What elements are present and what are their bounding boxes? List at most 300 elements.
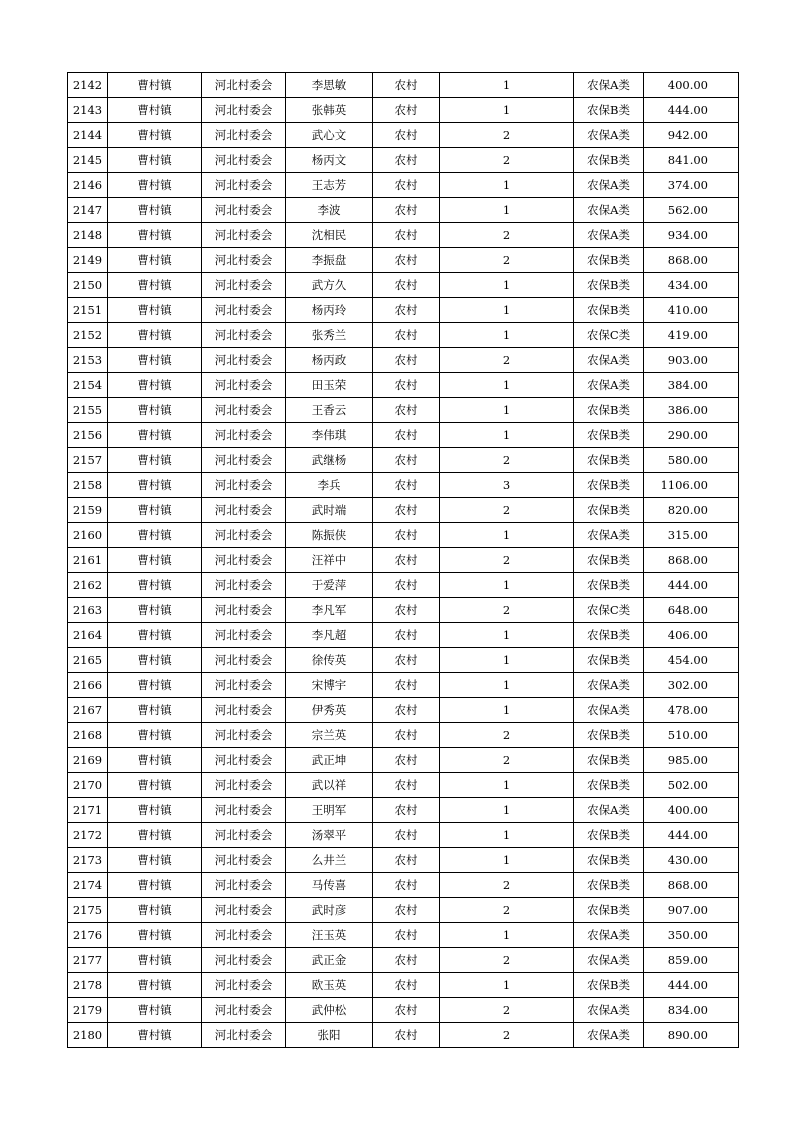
area-type-cell: 农村 [373,248,440,273]
amount-cell: 903.00 [644,348,739,373]
village-cell: 河北村委会 [202,873,286,898]
amount-cell: 419.00 [644,323,739,348]
household-count-cell: 2 [440,748,574,773]
name-cell: 欧玉英 [286,973,373,998]
table-row [68,923,739,948]
category-cell: 农保B类 [574,273,644,298]
town-cell: 曹村镇 [108,748,202,773]
table-row [68,198,739,223]
area-type-cell: 农村 [373,1023,440,1048]
area-type-cell: 农村 [373,198,440,223]
name-cell: 田玉荣 [286,373,373,398]
village-cell: 河北村委会 [202,398,286,423]
area-type-cell: 农村 [373,798,440,823]
name-cell: 伊秀英 [286,698,373,723]
village-cell: 河北村委会 [202,73,286,98]
area-type-cell: 农村 [373,848,440,873]
town-cell: 曹村镇 [108,948,202,973]
name-cell: 王志芳 [286,173,373,198]
table-row [68,973,739,998]
name-cell: 张秀兰 [286,323,373,348]
village-cell: 河北村委会 [202,573,286,598]
town-cell: 曹村镇 [108,498,202,523]
village-cell: 河北村委会 [202,748,286,773]
household-count-cell: 1 [440,373,574,398]
table-row [68,423,739,448]
row-number-cell: 2160 [68,523,108,548]
town-cell: 曹村镇 [108,573,202,598]
area-type-cell: 农村 [373,598,440,623]
household-count-cell: 1 [440,823,574,848]
town-cell: 曹村镇 [108,998,202,1023]
name-cell: 么井兰 [286,848,373,873]
amount-cell: 406.00 [644,623,739,648]
village-cell: 河北村委会 [202,498,286,523]
amount-cell: 820.00 [644,498,739,523]
village-cell: 河北村委会 [202,198,286,223]
household-count-cell: 1 [440,273,574,298]
household-count-cell: 3 [440,473,574,498]
area-type-cell: 农村 [373,648,440,673]
name-cell: 汤翠平 [286,823,373,848]
category-cell: 农保B类 [574,548,644,573]
row-number-cell: 2162 [68,573,108,598]
table-row [68,148,739,173]
area-type-cell: 农村 [373,98,440,123]
town-cell: 曹村镇 [108,248,202,273]
row-number-cell: 2145 [68,148,108,173]
row-number-cell: 2148 [68,223,108,248]
village-cell: 河北村委会 [202,248,286,273]
category-cell: 农保A类 [574,948,644,973]
household-count-cell: 1 [440,173,574,198]
village-cell: 河北村委会 [202,773,286,798]
name-cell: 宋博宇 [286,673,373,698]
village-cell: 河北村委会 [202,223,286,248]
town-cell: 曹村镇 [108,723,202,748]
amount-cell: 350.00 [644,923,739,948]
village-cell: 河北村委会 [202,523,286,548]
name-cell: 武方久 [286,273,373,298]
category-cell: 农保A类 [574,223,644,248]
village-cell: 河北村委会 [202,623,286,648]
area-type-cell: 农村 [373,748,440,773]
category-cell: 农保B类 [574,823,644,848]
area-type-cell: 农村 [373,423,440,448]
village-cell: 河北村委会 [202,998,286,1023]
row-number-cell: 2152 [68,323,108,348]
village-cell: 河北村委会 [202,448,286,473]
name-cell: 武时彦 [286,898,373,923]
amount-cell: 386.00 [644,398,739,423]
category-cell: 农保B类 [574,448,644,473]
category-cell: 农保B类 [574,848,644,873]
town-cell: 曹村镇 [108,273,202,298]
household-count-cell: 1 [440,398,574,423]
area-type-cell: 农村 [373,698,440,723]
village-cell: 河北村委会 [202,948,286,973]
row-number-cell: 2164 [68,623,108,648]
table-row [68,873,739,898]
town-cell: 曹村镇 [108,823,202,848]
row-number-cell: 2143 [68,98,108,123]
village-cell: 河北村委会 [202,923,286,948]
area-type-cell: 农村 [373,948,440,973]
table-row [68,548,739,573]
town-cell: 曹村镇 [108,123,202,148]
table-row [68,773,739,798]
category-cell: 农保A类 [574,998,644,1023]
amount-cell: 290.00 [644,423,739,448]
town-cell: 曹村镇 [108,1023,202,1048]
category-cell: 农保A类 [574,1023,644,1048]
name-cell: 王香云 [286,398,373,423]
category-cell: 农保B类 [574,648,644,673]
amount-cell: 868.00 [644,873,739,898]
row-number-cell: 2153 [68,348,108,373]
table-row [68,223,739,248]
area-type-cell: 农村 [373,273,440,298]
table-row [68,748,739,773]
name-cell: 王明军 [286,798,373,823]
town-cell: 曹村镇 [108,98,202,123]
category-cell: 农保A类 [574,673,644,698]
category-cell: 农保B类 [574,873,644,898]
household-count-cell: 2 [440,148,574,173]
category-cell: 农保A类 [574,198,644,223]
row-number-cell: 2167 [68,698,108,723]
village-cell: 河北村委会 [202,323,286,348]
row-number-cell: 2155 [68,398,108,423]
town-cell: 曹村镇 [108,973,202,998]
town-cell: 曹村镇 [108,848,202,873]
village-cell: 河北村委会 [202,723,286,748]
amount-cell: 444.00 [644,973,739,998]
village-cell: 河北村委会 [202,898,286,923]
household-count-cell: 2 [440,548,574,573]
table-row [68,123,739,148]
category-cell: 农保B类 [574,423,644,448]
category-cell: 农保B类 [574,298,644,323]
category-cell: 农保A类 [574,348,644,373]
household-count-cell: 1 [440,323,574,348]
amount-cell: 934.00 [644,223,739,248]
village-cell: 河北村委会 [202,698,286,723]
table-row [68,573,739,598]
row-number-cell: 2177 [68,948,108,973]
table-row [68,498,739,523]
name-cell: 武正坤 [286,748,373,773]
table-row [68,323,739,348]
category-cell: 农保A类 [574,698,644,723]
table-row [68,598,739,623]
town-cell: 曹村镇 [108,548,202,573]
amount-cell: 478.00 [644,698,739,723]
household-count-cell: 1 [440,848,574,873]
household-count-cell: 1 [440,423,574,448]
name-cell: 武正金 [286,948,373,973]
area-type-cell: 农村 [373,448,440,473]
town-cell: 曹村镇 [108,398,202,423]
household-count-cell: 2 [440,448,574,473]
amount-cell: 315.00 [644,523,739,548]
amount-cell: 502.00 [644,773,739,798]
household-count-cell: 1 [440,973,574,998]
amount-cell: 434.00 [644,273,739,298]
area-type-cell: 农村 [373,548,440,573]
name-cell: 张阳 [286,1023,373,1048]
table-row [68,823,739,848]
table-row [68,348,739,373]
amount-cell: 648.00 [644,598,739,623]
category-cell: 农保B类 [574,898,644,923]
area-type-cell: 农村 [373,898,440,923]
table-row [68,623,739,648]
row-number-cell: 2154 [68,373,108,398]
table-row [68,848,739,873]
town-cell: 曹村镇 [108,173,202,198]
town-cell: 曹村镇 [108,323,202,348]
category-cell: 农保A类 [574,173,644,198]
amount-cell: 444.00 [644,573,739,598]
household-count-cell: 2 [440,873,574,898]
town-cell: 曹村镇 [108,473,202,498]
category-cell: 农保B类 [574,248,644,273]
name-cell: 武继杨 [286,448,373,473]
household-count-cell: 2 [440,898,574,923]
town-cell: 曹村镇 [108,148,202,173]
town-cell: 曹村镇 [108,223,202,248]
household-count-cell: 1 [440,698,574,723]
area-type-cell: 农村 [373,923,440,948]
row-number-cell: 2180 [68,1023,108,1048]
town-cell: 曹村镇 [108,198,202,223]
table-row [68,523,739,548]
row-number-cell: 2175 [68,898,108,923]
category-cell: 农保B类 [574,573,644,598]
town-cell: 曹村镇 [108,873,202,898]
village-cell: 河北村委会 [202,798,286,823]
category-cell: 农保B类 [574,473,644,498]
table-row [68,898,739,923]
table-row [68,398,739,423]
village-cell: 河北村委会 [202,1023,286,1048]
area-type-cell: 农村 [373,998,440,1023]
name-cell: 武仲松 [286,998,373,1023]
household-count-cell: 2 [440,348,574,373]
table-body [68,73,739,1048]
amount-cell: 410.00 [644,298,739,323]
amount-cell: 868.00 [644,548,739,573]
row-number-cell: 2147 [68,198,108,223]
town-cell: 曹村镇 [108,373,202,398]
town-cell: 曹村镇 [108,448,202,473]
household-count-cell: 2 [440,123,574,148]
town-cell: 曹村镇 [108,698,202,723]
household-count-cell: 2 [440,598,574,623]
name-cell: 陈振侠 [286,523,373,548]
amount-cell: 384.00 [644,373,739,398]
row-number-cell: 2165 [68,648,108,673]
amount-cell: 454.00 [644,648,739,673]
village-cell: 河北村委会 [202,473,286,498]
row-number-cell: 2144 [68,123,108,148]
row-number-cell: 2159 [68,498,108,523]
row-number-cell: 2161 [68,548,108,573]
row-number-cell: 2157 [68,448,108,473]
amount-cell: 890.00 [644,1023,739,1048]
village-cell: 河北村委会 [202,423,286,448]
area-type-cell: 农村 [373,973,440,998]
row-number-cell: 2150 [68,273,108,298]
amount-cell: 907.00 [644,898,739,923]
table-row [68,723,739,748]
category-cell: 农保B类 [574,773,644,798]
town-cell: 曹村镇 [108,298,202,323]
name-cell: 李凡超 [286,623,373,648]
category-cell: 农保C类 [574,323,644,348]
area-type-cell: 农村 [373,873,440,898]
household-count-cell: 1 [440,923,574,948]
village-cell: 河北村委会 [202,648,286,673]
amount-cell: 430.00 [644,848,739,873]
village-cell: 河北村委会 [202,673,286,698]
village-cell: 河北村委会 [202,373,286,398]
table-row [68,673,739,698]
name-cell: 李凡军 [286,598,373,623]
amount-cell: 841.00 [644,148,739,173]
category-cell: 农保B类 [574,398,644,423]
household-count-cell: 1 [440,623,574,648]
row-number-cell: 2146 [68,173,108,198]
household-count-cell: 2 [440,723,574,748]
village-cell: 河北村委会 [202,123,286,148]
area-type-cell: 农村 [373,73,440,98]
household-count-cell: 1 [440,98,574,123]
town-cell: 曹村镇 [108,423,202,448]
amount-cell: 580.00 [644,448,739,473]
row-number-cell: 2166 [68,673,108,698]
name-cell: 汪玉英 [286,923,373,948]
household-count-cell: 1 [440,673,574,698]
area-type-cell: 农村 [373,723,440,748]
table-row [68,473,739,498]
row-number-cell: 2179 [68,998,108,1023]
household-count-cell: 2 [440,1023,574,1048]
village-cell: 河北村委会 [202,823,286,848]
row-number-cell: 2151 [68,298,108,323]
category-cell: 农保A类 [574,373,644,398]
name-cell: 杨丙文 [286,148,373,173]
name-cell: 李思敏 [286,73,373,98]
name-cell: 徐传英 [286,648,373,673]
area-type-cell: 农村 [373,123,440,148]
amount-cell: 859.00 [644,948,739,973]
table-row [68,173,739,198]
area-type-cell: 农村 [373,348,440,373]
town-cell: 曹村镇 [108,798,202,823]
household-count-cell: 1 [440,798,574,823]
amount-cell: 400.00 [644,73,739,98]
amount-cell: 510.00 [644,723,739,748]
amount-cell: 302.00 [644,673,739,698]
row-number-cell: 2174 [68,873,108,898]
area-type-cell: 农村 [373,498,440,523]
household-count-cell: 1 [440,573,574,598]
category-cell: 农保B类 [574,723,644,748]
table-row [68,948,739,973]
table-row [68,248,739,273]
table-row [68,698,739,723]
area-type-cell: 农村 [373,173,440,198]
household-count-cell: 1 [440,773,574,798]
household-count-cell: 1 [440,298,574,323]
area-type-cell: 农村 [373,773,440,798]
name-cell: 武时端 [286,498,373,523]
name-cell: 杨丙政 [286,348,373,373]
table-row [68,798,739,823]
household-count-cell: 2 [440,998,574,1023]
amount-cell: 834.00 [644,998,739,1023]
village-cell: 河北村委会 [202,173,286,198]
area-type-cell: 农村 [373,398,440,423]
village-cell: 河北村委会 [202,848,286,873]
village-cell: 河北村委会 [202,148,286,173]
row-number-cell: 2173 [68,848,108,873]
name-cell: 宗兰英 [286,723,373,748]
table-row [68,298,739,323]
area-type-cell: 农村 [373,673,440,698]
town-cell: 曹村镇 [108,648,202,673]
town-cell: 曹村镇 [108,623,202,648]
category-cell: 农保B类 [574,973,644,998]
name-cell: 杨丙玲 [286,298,373,323]
name-cell: 于爱萍 [286,573,373,598]
table-row [68,98,739,123]
amount-cell: 444.00 [644,823,739,848]
row-number-cell: 2178 [68,973,108,998]
table-row [68,273,739,298]
town-cell: 曹村镇 [108,348,202,373]
household-count-cell: 1 [440,73,574,98]
village-cell: 河北村委会 [202,598,286,623]
row-number-cell: 2142 [68,73,108,98]
name-cell: 汪祥中 [286,548,373,573]
row-number-cell: 2158 [68,473,108,498]
amount-cell: 444.00 [644,98,739,123]
amount-cell: 942.00 [644,123,739,148]
town-cell: 曹村镇 [108,523,202,548]
area-type-cell: 农村 [373,223,440,248]
category-cell: 农保B类 [574,98,644,123]
category-cell: 农保B类 [574,498,644,523]
category-cell: 农保A类 [574,923,644,948]
category-cell: 农保A类 [574,73,644,98]
name-cell: 张韩英 [286,98,373,123]
village-cell: 河北村委会 [202,548,286,573]
row-number-cell: 2156 [68,423,108,448]
area-type-cell: 农村 [373,523,440,548]
area-type-cell: 农村 [373,573,440,598]
category-cell: 农保A类 [574,123,644,148]
household-count-cell: 2 [440,498,574,523]
town-cell: 曹村镇 [108,898,202,923]
category-cell: 农保B类 [574,148,644,173]
household-count-cell: 2 [440,223,574,248]
name-cell: 李振盘 [286,248,373,273]
amount-cell: 1106.00 [644,473,739,498]
table-row [68,998,739,1023]
